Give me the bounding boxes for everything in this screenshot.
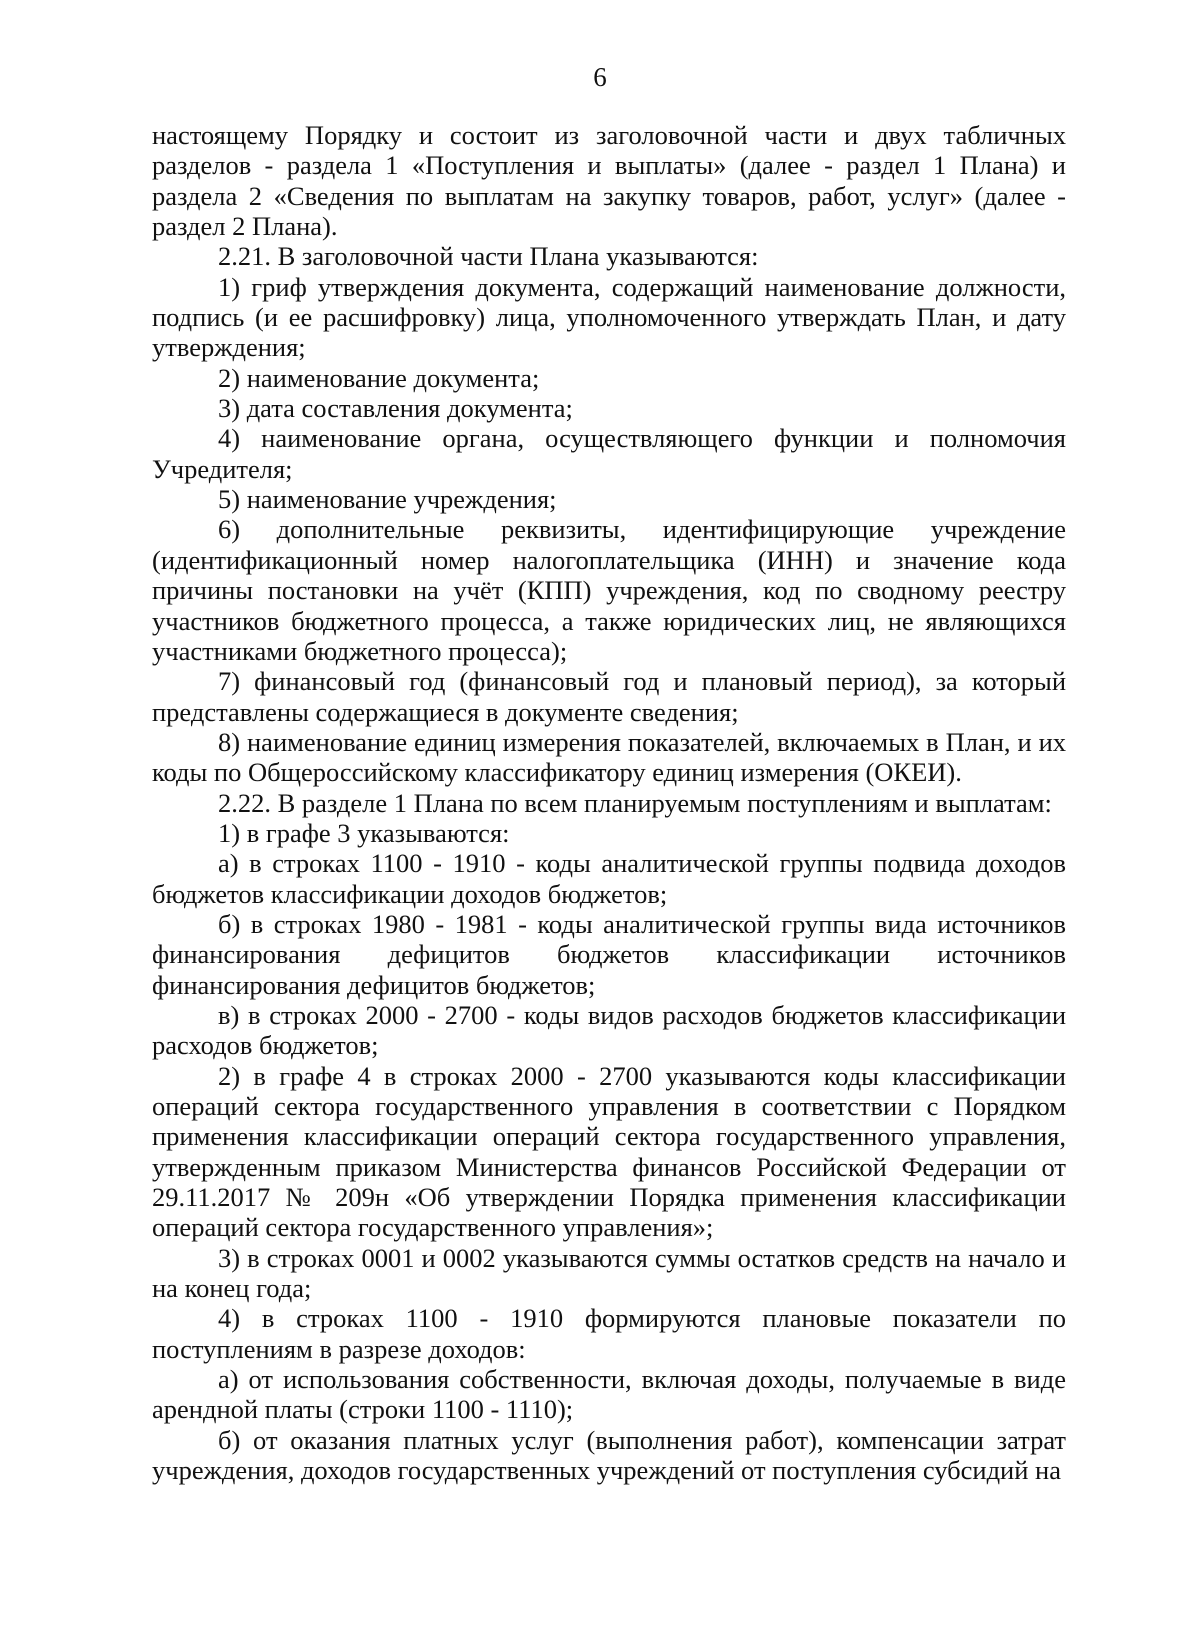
paragraph: 4) наименование органа, осуществляющего функции и полномочия Учредителя;: [152, 423, 1066, 484]
paragraph: 2.21. В заголовочной части Плана указываются:: [218, 241, 759, 272]
paragraph: 1) гриф утверждения документа, содержащий наименование должности, подпись (и ее расшифровку) лица, уполномоченного утверждать План, и дату утверждения;: [152, 271, 1066, 363]
paragraph: 7) финансовый год (финансовый год и плановый период), за который представлены содержащиеся в документе сведения;: [152, 666, 1066, 727]
paragraph: 5) наименование учреждения;: [218, 484, 557, 515]
paragraph: а) в строках 1100 - 1910 - коды аналитической группы подвида доходов бюджетов классификации доходов бюджетов;: [152, 848, 1066, 909]
paragraph: 2) наименование документа;: [218, 362, 540, 393]
paragraph: 3) дата составления документа;: [218, 393, 573, 424]
paragraph: 4) в строках 1100 - 1910 формируются плановые показатели по поступлениям в разрезе доходов:: [152, 1303, 1066, 1364]
paragraph: настоящему Порядку и состоит из заголовочной части и двух табличных разделов - раздела 1 «Поступления и выплаты» (далее - раздел 1 Плана) и раздела 2 «Сведения по выплатам на закупку товаров, работ, услуг» (далее - раздел 2 Плана).: [152, 120, 1066, 242]
paragraph: 6) дополнительные реквизиты, идентифицирующие учреждение (идентификационный номер налогоплательщика (ИНН) и значение кода причины постановки на учёт (КПП) учреждения, код по сводному реестру участников бюджетного процесса, а также юридических лиц, не являющихся участниками бюджетного процесса);: [152, 514, 1066, 666]
paragraph: б) от оказания платных услуг (выполнения работ), компенсации затрат учреждения, доходов государственных учреждений от поступления субсидий на: [152, 1424, 1066, 1486]
paragraph: 1) в графе 3 указываются:: [218, 817, 510, 848]
paragraph: 3) в строках 0001 и 0002 указываются суммы остатков средств на начало и на конец года;: [152, 1242, 1066, 1304]
paragraph: в) в строках 2000 - 2700 - коды видов расходов бюджетов классификации расходов бюджетов;: [152, 999, 1066, 1061]
paragraph: 8) наименование единиц измерения показателей, включаемых в План, и их коды по Общероссийскому классификатору единиц измерения (ОКЕИ).: [152, 726, 1066, 788]
body-text: [152, 120, 1066, 1485]
paragraph: 2.22. В разделе 1 Плана по всем планируемым поступлениям и выплатам:: [218, 787, 1052, 818]
paragraph: 2) в графе 4 в строках 2000 - 2700 указываются коды классификации операций сектора государственного управления в соответствии с Порядком применения классификации операций сектора государственного управления, утвержденным приказом Министерства финансов Российской Федерации от 29.11.2017 № 209н «Об утверждении Порядка применения классификации операций сектора государственного управления»;: [152, 1060, 1066, 1243]
page-number: 6: [593, 62, 607, 92]
paragraph: б) в строках 1980 - 1981 - коды аналитической группы вида источников финансирования дефицитов бюджетов классификации источников финансирования дефицитов бюджетов;: [152, 908, 1066, 1000]
paragraph: а) от использования собственности, включая доходы, получаемые в виде арендной платы (строки 1100 - 1110);: [152, 1364, 1066, 1425]
